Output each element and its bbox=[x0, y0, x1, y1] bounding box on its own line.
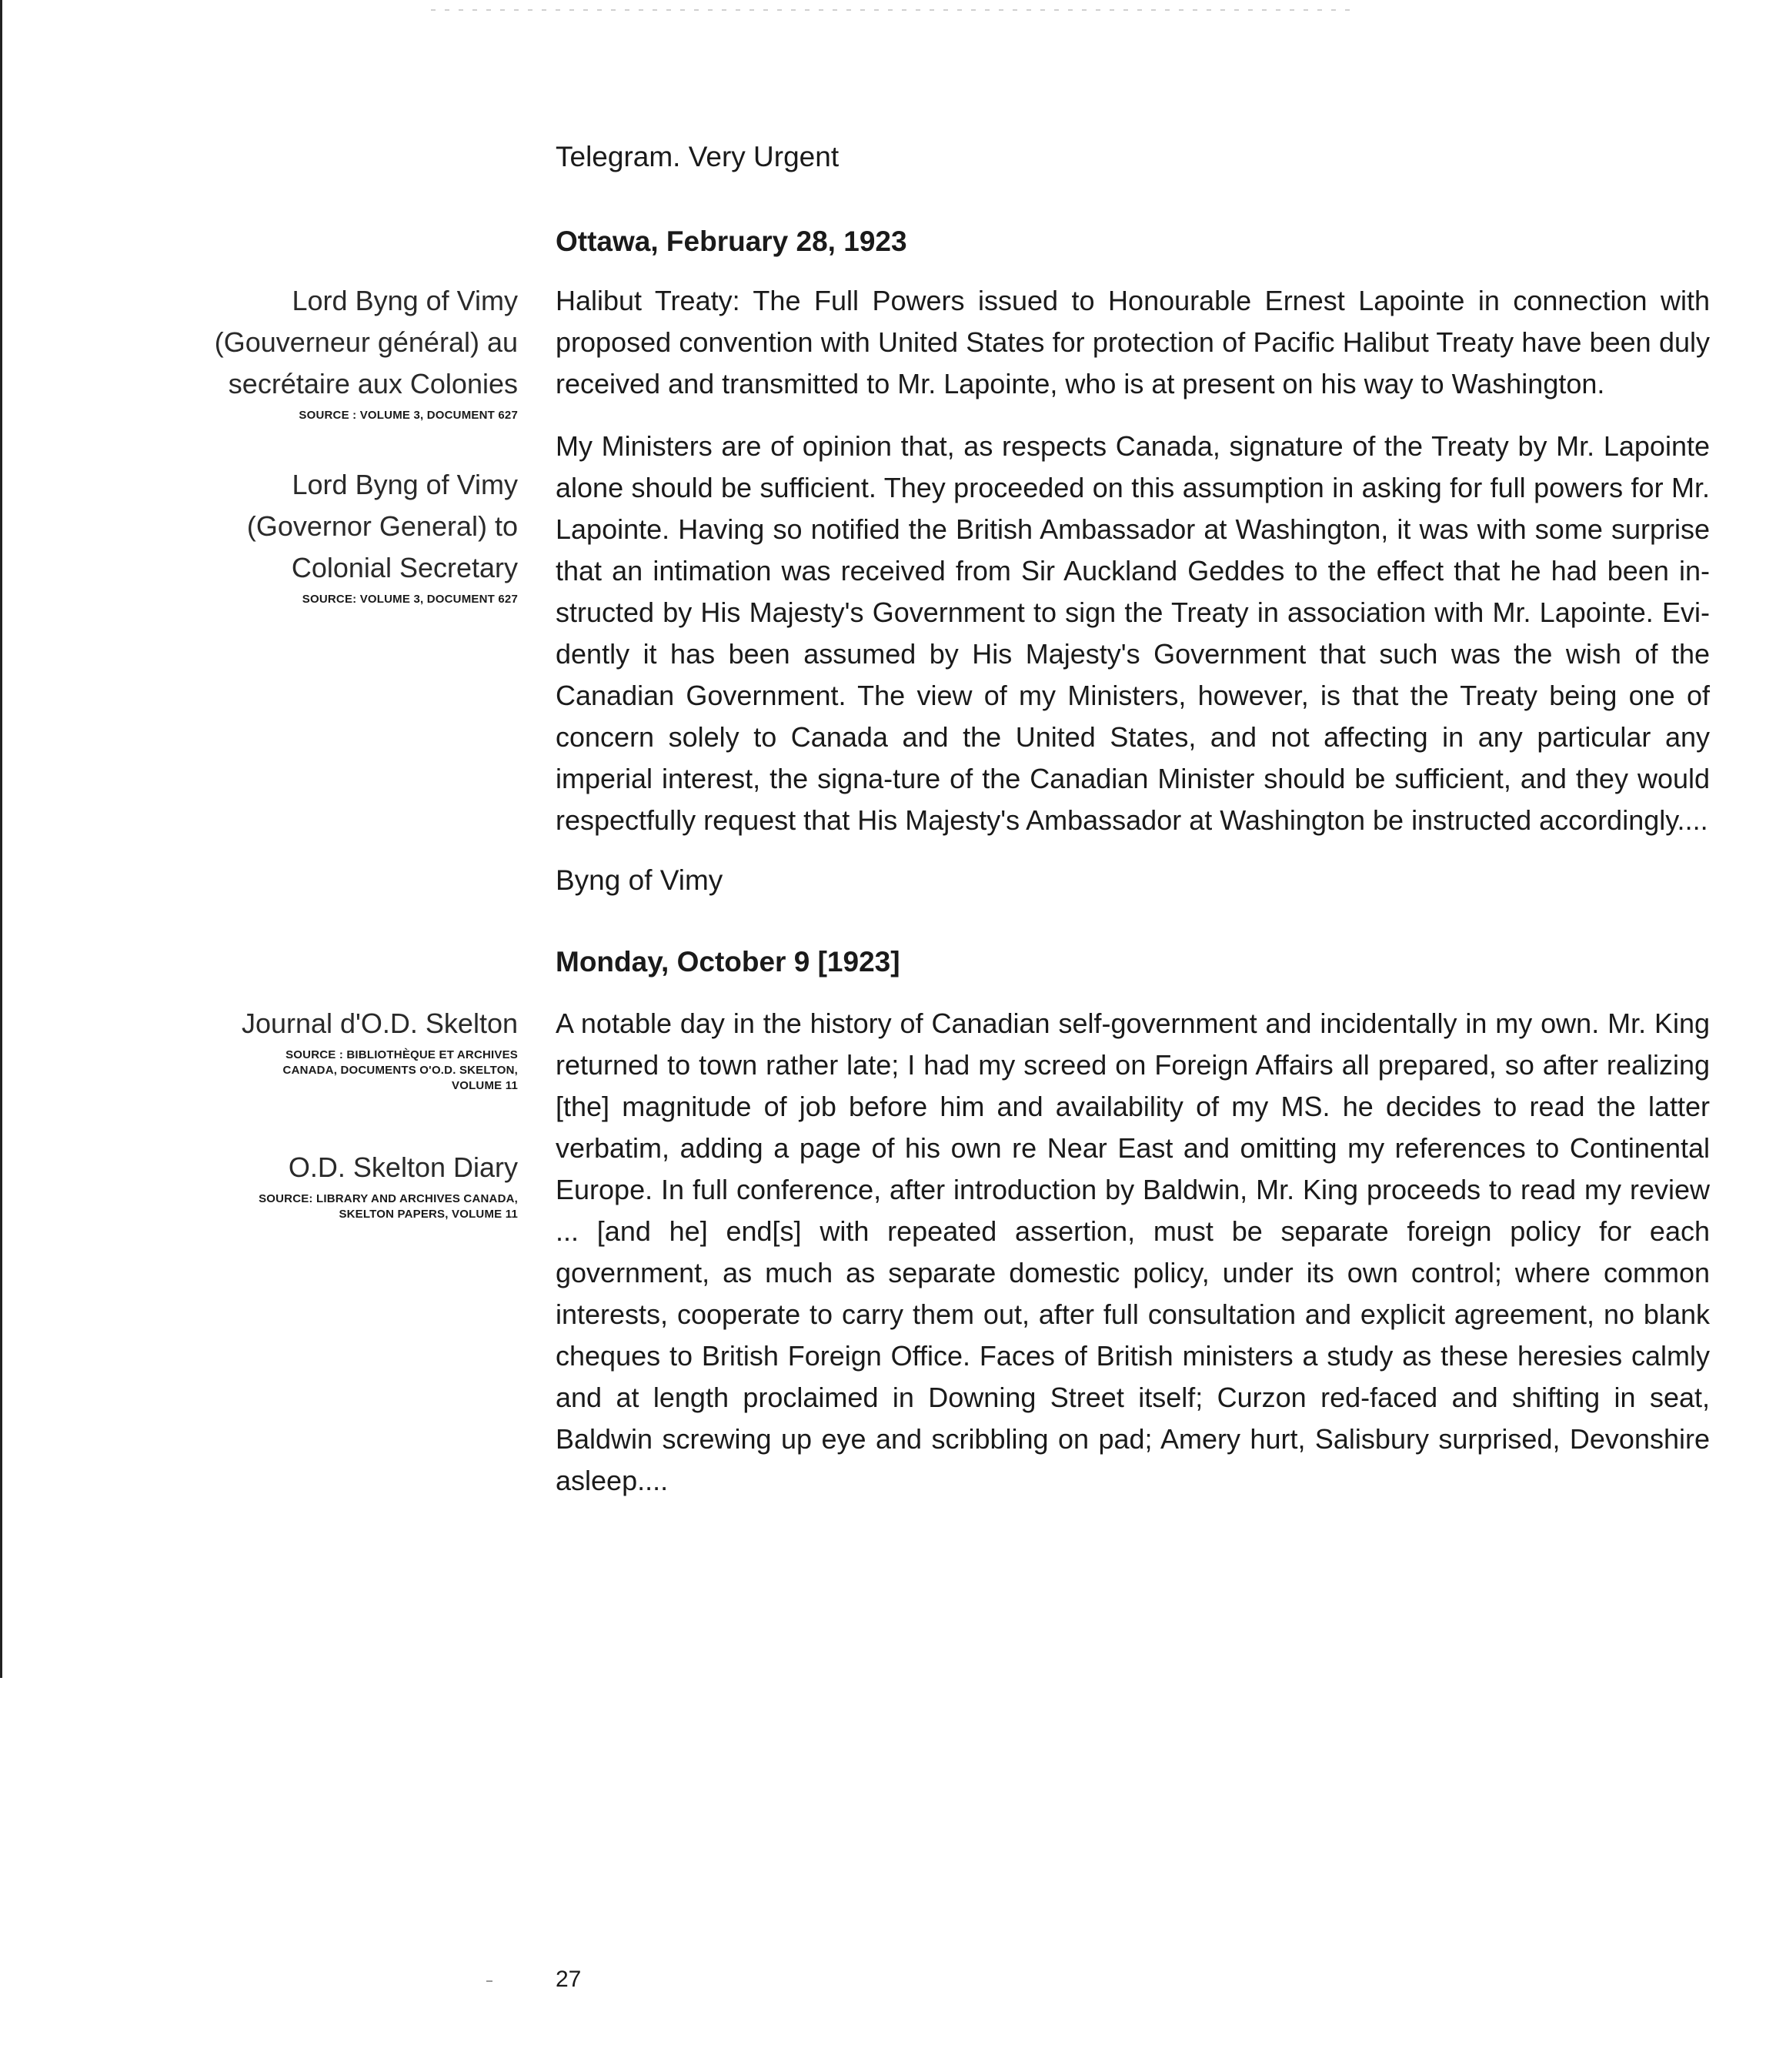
entry1-paragraph-1: Halibut Treaty: The Full Powers issued to Honourable Ernest Lapointe in connection with proposed convention with United States for protection of Pacific Halibut Treaty have been duly received and transmitted to Mr. Lapointe, who is at present on his way to Washington. bbox=[556, 285, 1710, 399]
sidebar-en-source: SOURCE: LIBRARY AND ARCHIVES CANADA, SKELTON PAPERS, VOLUME 11 bbox=[259, 1192, 518, 1221]
sidebar-en-title: Lord Byng of Vimy (Governor General) to Colonial Secretary bbox=[246, 469, 518, 583]
entry2-sidebar-en bbox=[133, 1147, 518, 1222]
entry1-sidebar-en bbox=[133, 464, 518, 607]
entry2-sidebar-fr bbox=[133, 1003, 518, 1094]
entry1-signature: Byng of Vimy bbox=[556, 864, 723, 896]
entry2-dateline: Monday, October 9 [1923] bbox=[556, 946, 900, 978]
entry1-dateline: Ottawa, February 28, 1923 bbox=[556, 226, 907, 257]
sidebar-fr-title: Journal d'O.D. Skelton bbox=[241, 1008, 518, 1039]
telegram-label: Telegram. Very Urgent bbox=[556, 141, 840, 172]
entry1-sidebar-fr bbox=[133, 280, 518, 423]
page-number: 27 bbox=[556, 1967, 582, 1992]
sidebar-en-source: SOURCE: VOLUME 3, DOCUMENT 627 bbox=[302, 593, 518, 606]
margin-mark bbox=[486, 1980, 492, 1982]
sidebar-fr-title: Lord Byng of Vimy (Gouverneur général) au secrétaire aux Colonies bbox=[214, 285, 518, 399]
sidebar-fr-source: SOURCE : VOLUME 3, DOCUMENT 627 bbox=[299, 409, 518, 422]
entry2-paragraph-1: A notable day in the history of Canadian self-government and incidentally in my own. Mr. King returned to town rather late; I had my screed on Foreign Affairs all prepared, so after realizing [the] magnitude of job before him and availability of my MS. he decides to read the latter verbatim, adding a page of his own re Near East and omitting my references to Continental Europe. In full conference, after introduction by Baldwin, Mr. King proceeds to read my review ... [and he] end[s] with repeated assertion, must be separate foreign policy for each government, as much as separate domestic policy, under its own control; where common interests, cooperate to carry them out, after full consultation and explicit agreement, no blank cheques to British Foreign Office. Faces of British ministers a study as these heresies calmly and at length proclaimed in Downing Street itself; Curzon red-faced and shifting in seat, Baldwin screwing up eye and scribbling on pad; Amery hurt, Salisbury surprised, Devonshire asleep.... bbox=[556, 1008, 1710, 1496]
entry1-paragraph-2: My Ministers are of opinion that, as respects Canada, signature of the Treaty by Mr. Lapointe alone should be sufficient. They proceeded on this assumption in asking for full powers for Mr. Lapointe. Having so notified the British Ambassador at Washington, it was with some surprise that an intimation was received from Sir Auckland Geddes to the effect that he had been in-structed by His Majesty's Government to sign the Treaty in association with Mr. Lapointe. Evi-dently it has been assumed by His Majesty's Government that such was the wish of the Canadian Government. The view of my Ministers, however, is that the Treaty being one of concern solely to Canada and the United States, and not affecting in any particular any imperial interest, the signa-ture of the Canadian Minister should be sufficient, and they would respectfully request that His Majesty's Ambassador at Washington be instructed accordingly.... bbox=[556, 430, 1710, 836]
page-edge bbox=[0, 0, 2, 1678]
sidebar-fr-source: SOURCE : BIBLIOTHÈQUE ET ARCHIVES CANADA, DOCUMENTS O'O.D. SKELTON, VOLUME 11 bbox=[282, 1048, 518, 1092]
scan-speckle bbox=[431, 9, 1354, 11]
sidebar-en-title: O.D. Skelton Diary bbox=[288, 1151, 518, 1183]
